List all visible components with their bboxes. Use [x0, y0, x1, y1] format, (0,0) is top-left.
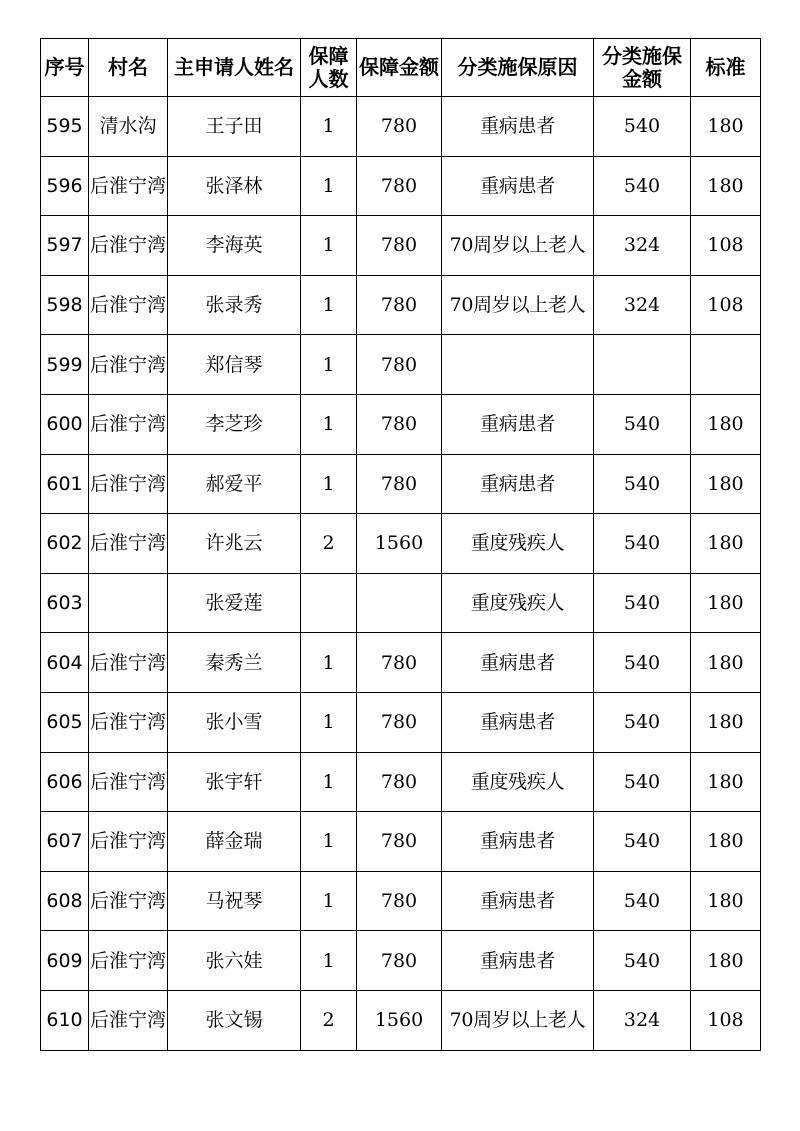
cell-standard: 180: [691, 573, 761, 633]
cell-reason: 重病患者: [442, 454, 594, 514]
cell-seq: 599: [41, 335, 89, 395]
cell-reason: 重病患者: [442, 871, 594, 931]
cell-reason: 重病患者: [442, 156, 594, 216]
cell-applicant: 张泽林: [168, 156, 301, 216]
cell-standard: 108: [691, 990, 761, 1050]
cell-persons: 1: [301, 752, 357, 812]
cell-village: 后淮宁湾: [89, 692, 168, 752]
cell-seq: 604: [41, 633, 89, 693]
cell-reason: 70周岁以上老人: [442, 216, 594, 276]
cell-seq: 600: [41, 394, 89, 454]
cell-standard: 180: [691, 752, 761, 812]
cell-seq: 597: [41, 216, 89, 276]
cell-amount: 780: [357, 216, 442, 276]
table-row: [41, 990, 761, 1050]
cell-persons: 1: [301, 692, 357, 752]
table-row: [41, 335, 761, 395]
table-row: [41, 812, 761, 872]
table-row: [41, 216, 761, 276]
cell-applicant: 薛金瑞: [168, 812, 301, 872]
cell-class-amount: 540: [594, 514, 691, 574]
cell-amount: 780: [357, 275, 442, 335]
cell-standard: 108: [691, 275, 761, 335]
table-row: [41, 156, 761, 216]
cell-persons: 1: [301, 394, 357, 454]
cell-applicant: 张录秀: [168, 275, 301, 335]
cell-persons: 1: [301, 633, 357, 693]
cell-class-amount: 540: [594, 812, 691, 872]
cell-applicant: 张六娃: [168, 931, 301, 991]
table-row: [41, 97, 761, 157]
cell-village: 后淮宁湾: [89, 156, 168, 216]
cell-persons: 1: [301, 454, 357, 514]
cell-reason: 重度残疾人: [442, 752, 594, 812]
cell-persons: 1: [301, 97, 357, 157]
cell-class-amount: 540: [594, 871, 691, 931]
header-village: 村名: [89, 39, 168, 97]
table-row: [41, 752, 761, 812]
cell-seq: 607: [41, 812, 89, 872]
cell-reason: 重度残疾人: [442, 573, 594, 633]
cell-persons: 2: [301, 990, 357, 1050]
cell-persons: 1: [301, 812, 357, 872]
cell-village: [89, 573, 168, 633]
cell-reason: 重病患者: [442, 692, 594, 752]
table-row: [41, 871, 761, 931]
cell-standard: [691, 335, 761, 395]
cell-class-amount: [594, 335, 691, 395]
cell-class-amount: 540: [594, 692, 691, 752]
table-row: [41, 931, 761, 991]
cell-seq: 608: [41, 871, 89, 931]
cell-seq: 610: [41, 990, 89, 1050]
cell-village: 后淮宁湾: [89, 752, 168, 812]
cell-class-amount: 324: [594, 990, 691, 1050]
cell-standard: 180: [691, 812, 761, 872]
cell-village: 后淮宁湾: [89, 216, 168, 276]
cell-applicant: 张文锡: [168, 990, 301, 1050]
cell-amount: 780: [357, 812, 442, 872]
cell-persons: 2: [301, 514, 357, 574]
cell-class-amount: 540: [594, 633, 691, 693]
cell-amount: 780: [357, 335, 442, 395]
cell-applicant: 李芝珍: [168, 394, 301, 454]
cell-village: 后淮宁湾: [89, 514, 168, 574]
table-body: [41, 97, 761, 1051]
cell-applicant: 王子田: [168, 97, 301, 157]
cell-class-amount: 540: [594, 931, 691, 991]
cell-applicant: 张小雪: [168, 692, 301, 752]
cell-seq: 603: [41, 573, 89, 633]
cell-class-amount: 540: [594, 454, 691, 514]
cell-amount: 780: [357, 156, 442, 216]
cell-class-amount: 540: [594, 752, 691, 812]
header-persons: 保障人数: [301, 39, 357, 97]
cell-reason: 70周岁以上老人: [442, 990, 594, 1050]
cell-amount: 780: [357, 871, 442, 931]
cell-village: 后淮宁湾: [89, 454, 168, 514]
cell-village: 后淮宁湾: [89, 335, 168, 395]
cell-amount: 780: [357, 97, 442, 157]
cell-class-amount: 324: [594, 216, 691, 276]
header-reason: 分类施保原因: [442, 39, 594, 97]
cell-reason: 重病患者: [442, 633, 594, 693]
cell-village: 后淮宁湾: [89, 871, 168, 931]
cell-village: 后淮宁湾: [89, 931, 168, 991]
cell-class-amount: 324: [594, 275, 691, 335]
cell-village: 后淮宁湾: [89, 394, 168, 454]
cell-persons: 1: [301, 156, 357, 216]
cell-applicant: 李海英: [168, 216, 301, 276]
cell-village: 后淮宁湾: [89, 812, 168, 872]
subsidy-table: [40, 38, 761, 1051]
header-standard: 标准: [691, 39, 761, 97]
cell-amount: 780: [357, 752, 442, 812]
cell-amount: 780: [357, 692, 442, 752]
table-row: [41, 633, 761, 693]
cell-standard: 180: [691, 97, 761, 157]
cell-amount: 780: [357, 454, 442, 514]
cell-class-amount: 540: [594, 394, 691, 454]
cell-amount: [357, 573, 442, 633]
cell-class-amount: 540: [594, 156, 691, 216]
header-seq: 序号: [41, 39, 89, 97]
cell-standard: 180: [691, 931, 761, 991]
cell-standard: 180: [691, 454, 761, 514]
cell-amount: 780: [357, 394, 442, 454]
cell-persons: 1: [301, 335, 357, 395]
cell-amount: 780: [357, 931, 442, 991]
cell-standard: 180: [691, 871, 761, 931]
cell-standard: 180: [691, 514, 761, 574]
cell-seq: 609: [41, 931, 89, 991]
cell-village: 后淮宁湾: [89, 633, 168, 693]
cell-seq: 596: [41, 156, 89, 216]
cell-applicant: 郝爱平: [168, 454, 301, 514]
cell-applicant: 张宇轩: [168, 752, 301, 812]
cell-persons: 1: [301, 275, 357, 335]
table-row: [41, 573, 761, 633]
cell-seq: 601: [41, 454, 89, 514]
table-row: [41, 454, 761, 514]
cell-village: 清水沟: [89, 97, 168, 157]
header-amount: 保障金额: [357, 39, 442, 97]
cell-amount: 1560: [357, 514, 442, 574]
cell-standard: 180: [691, 156, 761, 216]
cell-class-amount: 540: [594, 573, 691, 633]
cell-persons: 1: [301, 931, 357, 991]
cell-seq: 606: [41, 752, 89, 812]
cell-village: 后淮宁湾: [89, 275, 168, 335]
cell-persons: [301, 573, 357, 633]
cell-applicant: 张爱莲: [168, 573, 301, 633]
cell-reason: 重病患者: [442, 931, 594, 991]
cell-reason: 重度残疾人: [442, 514, 594, 574]
cell-standard: 180: [691, 394, 761, 454]
table-row: [41, 394, 761, 454]
cell-reason: 重病患者: [442, 394, 594, 454]
cell-standard: 108: [691, 216, 761, 276]
header-applicant: 主申请人姓名: [168, 39, 301, 97]
header-class-amount: 分类施保金额: [594, 39, 691, 97]
cell-reason: 重病患者: [442, 97, 594, 157]
header-row: [41, 39, 761, 97]
cell-village: 后淮宁湾: [89, 990, 168, 1050]
cell-persons: 1: [301, 871, 357, 931]
table-row: [41, 692, 761, 752]
cell-reason: 重病患者: [442, 812, 594, 872]
cell-amount: 1560: [357, 990, 442, 1050]
cell-applicant: 许兆云: [168, 514, 301, 574]
cell-standard: 180: [691, 692, 761, 752]
cell-seq: 598: [41, 275, 89, 335]
cell-applicant: 马祝琴: [168, 871, 301, 931]
cell-seq: 602: [41, 514, 89, 574]
cell-applicant: 郑信琴: [168, 335, 301, 395]
cell-seq: 595: [41, 97, 89, 157]
cell-reason: 70周岁以上老人: [442, 275, 594, 335]
table-row: [41, 275, 761, 335]
cell-seq: 605: [41, 692, 89, 752]
table-row: [41, 514, 761, 574]
cell-persons: 1: [301, 216, 357, 276]
cell-reason: [442, 335, 594, 395]
cell-class-amount: 540: [594, 97, 691, 157]
cell-amount: 780: [357, 633, 442, 693]
cell-applicant: 秦秀兰: [168, 633, 301, 693]
cell-standard: 180: [691, 633, 761, 693]
